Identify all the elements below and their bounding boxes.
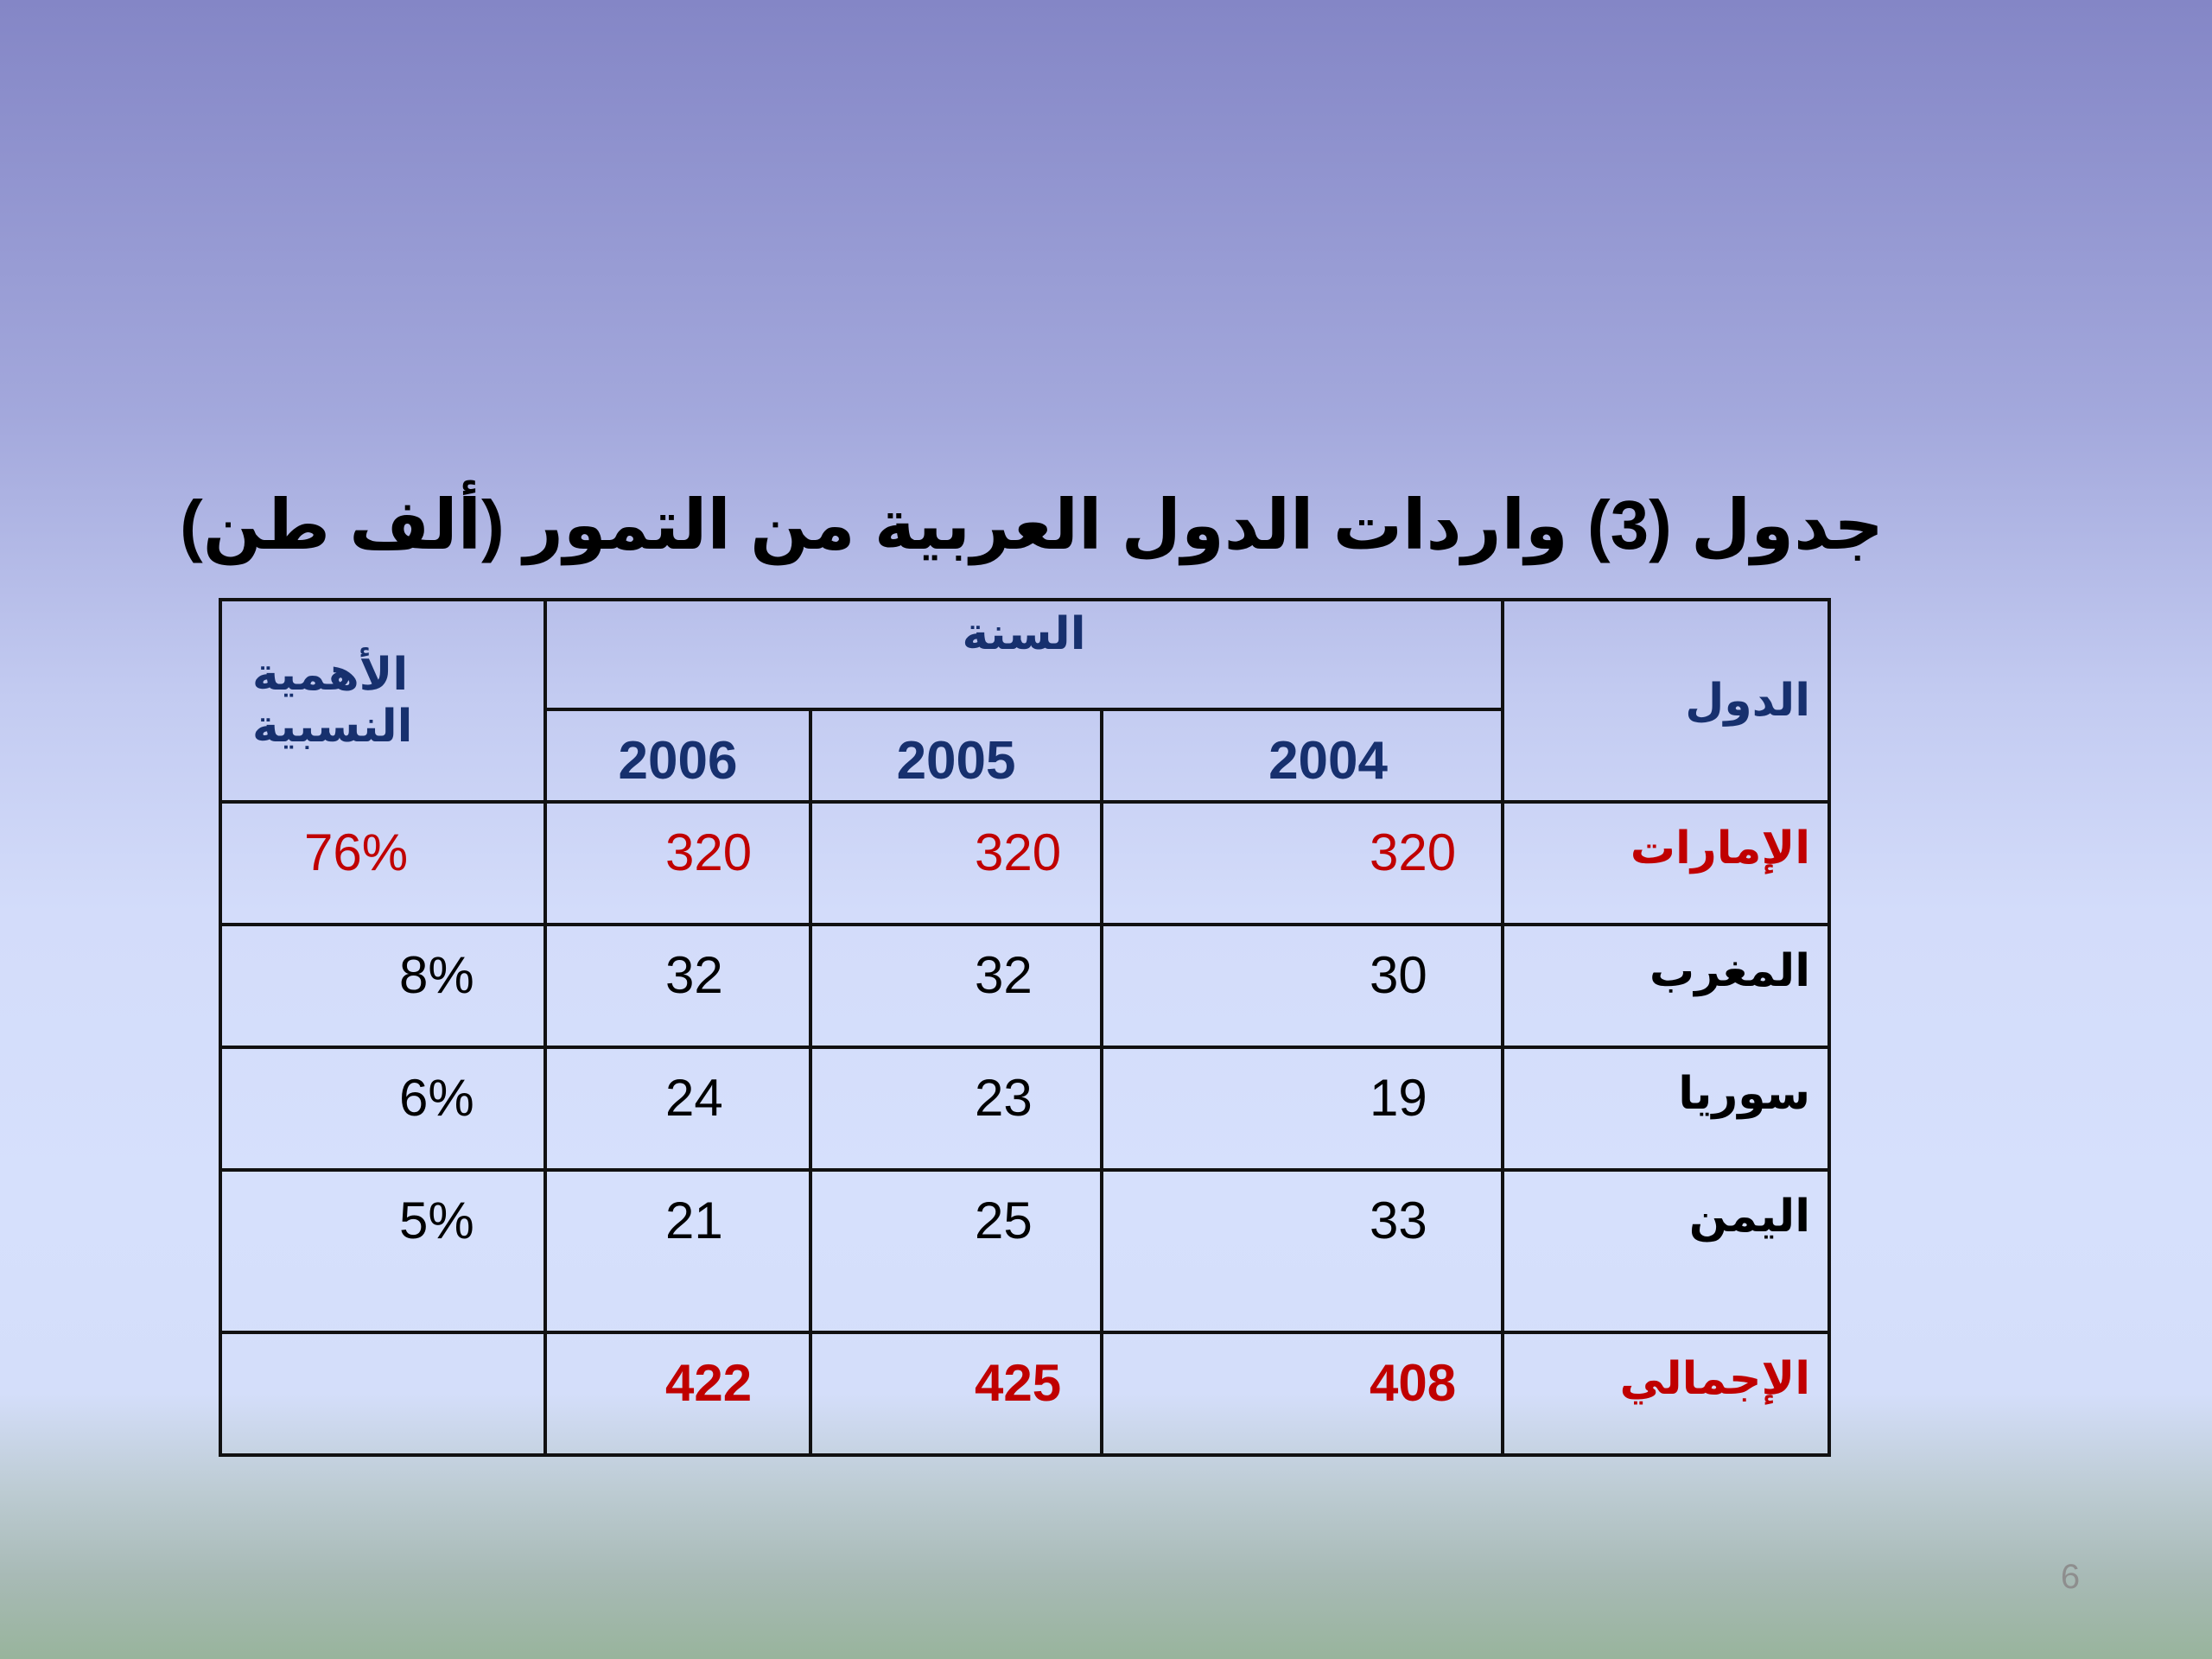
row-relative-importance: 6% bbox=[220, 1047, 545, 1170]
header-year-group: السنة bbox=[545, 600, 1503, 709]
table-row bbox=[220, 1047, 1829, 1170]
header-row-top bbox=[220, 600, 1829, 709]
total-value-2006: 422 bbox=[545, 1332, 810, 1455]
row-country: المغرب bbox=[1503, 925, 1829, 1047]
row-value-2004: 30 bbox=[1102, 925, 1503, 1047]
date-imports-table bbox=[219, 598, 1831, 1457]
header-year-2005: 2005 bbox=[810, 709, 1102, 802]
row-value-2005: 23 bbox=[810, 1047, 1102, 1170]
total-value-2004: 408 bbox=[1102, 1332, 1503, 1455]
row-country: سوريا bbox=[1503, 1047, 1829, 1170]
header-year-2004: 2004 bbox=[1102, 709, 1503, 802]
page-number: 6 bbox=[2060, 1558, 2081, 1596]
row-value-2004: 320 bbox=[1102, 802, 1503, 925]
total-relative-importance bbox=[220, 1332, 545, 1455]
total-label: الإجمالي bbox=[1503, 1332, 1829, 1455]
row-value-2004: 33 bbox=[1102, 1170, 1503, 1332]
row-country: اليمن bbox=[1503, 1170, 1829, 1332]
row-relative-importance: 8% bbox=[220, 925, 545, 1047]
row-relative-importance: 5% bbox=[220, 1170, 545, 1332]
table-row bbox=[220, 802, 1829, 925]
row-value-2005: 32 bbox=[810, 925, 1102, 1047]
table-row bbox=[220, 925, 1829, 1047]
row-value-2006: 21 bbox=[545, 1170, 810, 1332]
row-value-2005: 25 bbox=[810, 1170, 1102, 1332]
row-value-2005: 320 bbox=[810, 802, 1102, 925]
row-country: الإمارات bbox=[1503, 802, 1829, 925]
row-value-2006: 32 bbox=[545, 925, 810, 1047]
total-value-2005: 425 bbox=[810, 1332, 1102, 1455]
row-value-2004: 19 bbox=[1102, 1047, 1503, 1170]
table-row bbox=[220, 1170, 1829, 1332]
header-countries: الدول bbox=[1503, 600, 1829, 802]
row-value-2006: 320 bbox=[545, 802, 810, 925]
slide-title: جدول (3) واردات الدول العربية من التمور (ألف طن) bbox=[180, 486, 1884, 563]
row-value-2006: 24 bbox=[545, 1047, 810, 1170]
header-relative-importance: الأهمية النسبية bbox=[220, 600, 545, 802]
header-year-2006: 2006 bbox=[545, 709, 810, 802]
row-relative-importance: 76% bbox=[220, 802, 545, 925]
total-row bbox=[220, 1332, 1829, 1455]
